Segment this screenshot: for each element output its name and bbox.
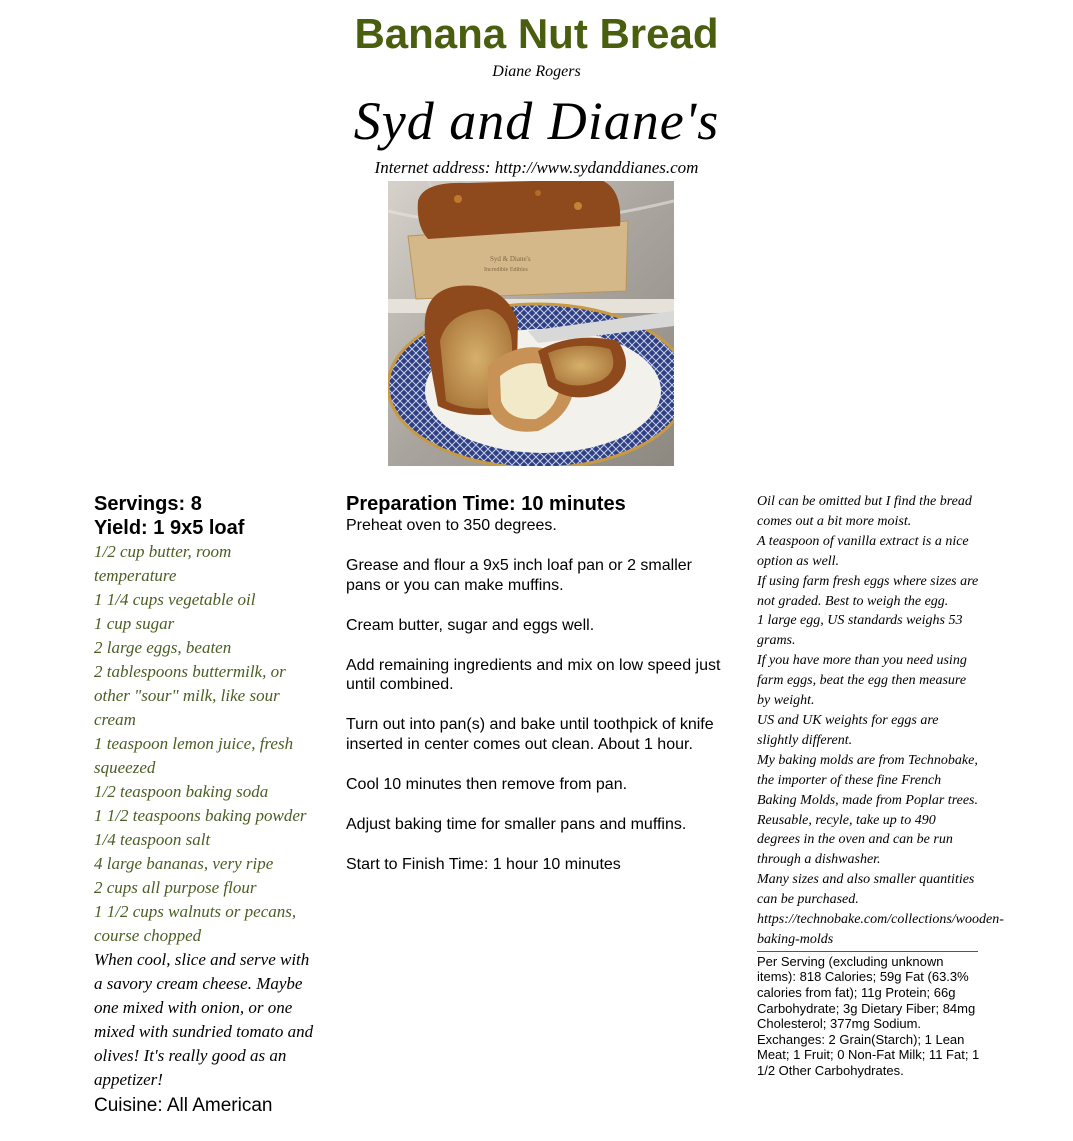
instruction-step: Adjust baking time for smaller pans and muffins. (346, 815, 687, 833)
ingredient-item: 1 1/4 cups vegetable oil (94, 590, 256, 609)
note-item: If using farm fresh eggs where sizes are not graded. Best to weigh the egg. (757, 573, 979, 609)
ingredient-item: 1 teaspoon lemon juice, fresh squeezed (94, 734, 294, 777)
note-item: A teaspoon of vanilla extract is a nice option as well. (757, 533, 969, 569)
instruction-step: Grease and flour a 9x5 inch loaf pan or 2 smaller pans or you can make muffins. (346, 557, 692, 594)
ingredient-list (94, 540, 316, 948)
recipe-author: Diane Rogers (492, 63, 581, 80)
ingredient-item: 1/2 cup butter, room temperature (94, 542, 232, 585)
note-item: 1 large egg, US standards weighs 53 grams. (757, 613, 963, 649)
servings: Servings: 8 (94, 493, 202, 515)
photo-illustration (388, 181, 674, 466)
ingredient-item: 1 cup sugar (94, 614, 175, 633)
note-item: If you have more than you need using farm eggs, beat the egg then measure by weight. (757, 653, 967, 709)
technobake-link[interactable]: https://technobake.com/collections/wooden-baking-molds (757, 912, 1004, 947)
site-logo-text: Syd and Diane's (353, 91, 720, 151)
cuisine: Cuisine: All American (94, 1095, 273, 1116)
yield: Yield: 1 9x5 loaf (94, 517, 245, 539)
notes-column (757, 492, 1004, 1079)
recipe-title: Banana Nut Bread (354, 10, 719, 57)
note-item: Oil can be omitted but I find the bread comes out a bit more moist. (757, 494, 972, 529)
instruction-step: Preheat oven to 350 degrees. (346, 517, 557, 534)
note-item: Many sizes and also smaller quantities can be purchased. (757, 872, 975, 908)
instructions-column (346, 492, 730, 895)
ingredient-item: 1 1/2 cups walnuts or pecans, course chopped (94, 902, 297, 945)
instruction-step: Cool 10 minutes then remove from pan. (346, 775, 628, 793)
ingredient-item: 1/2 teaspoon baking soda (94, 782, 269, 801)
start-to-finish-time: Start to Finish Time: 1 hour 10 minutes (346, 855, 621, 873)
left-column (94, 492, 316, 1118)
svg-text:Incredible Edibles: Incredible Edibles (484, 267, 528, 273)
nutrition-info: Per Serving (excluding unknown items): 818 Calories; 59g Fat (63.3% calories from fat); 11g Protein; 66g Carbohydrate; 3g Dietary Fiber; 84mg Cholesterol; 377mg Sodium. Exchanges: 2 Grain(Starch); 1 Lean Meat; 1 Fruit; 0 Non-Fat Milk; 11 Fat; 1 1/2 Other Carbohydrates. (757, 953, 980, 1078)
svg-text:Syd & Diane's: Syd & Diane's (490, 255, 531, 263)
instruction-step: Turn out into pan(s) and bake until toothpick of knife inserted in center comes out clean. About 1 hour. (346, 716, 714, 753)
serving-note: When cool, slice and serve with a savory cream cheese. Maybe one mixed with onion, or one mixed with sundried tomato and olives! It's really good as an appetizer! (94, 950, 314, 1089)
banana-bread-photo (388, 181, 674, 466)
note-item: My baking molds are from Technobake, the importer of these fine French Baking Molds, made from Poplar trees. Reusable, recyle, take up to 490 degrees in the oven and can be run through a dishwasher. (757, 752, 978, 868)
prep-time: Preparation Time: 10 minutes (346, 493, 626, 515)
divider (757, 951, 978, 952)
ingredient-item: 4 large bananas, very ripe (94, 854, 274, 873)
instruction-step: Cream butter, sugar and eggs well. (346, 616, 595, 634)
ingredient-item: 2 cups all purpose flour (94, 878, 257, 897)
note-item: US and UK weights for eggs are slightly different. (757, 712, 939, 748)
ingredient-item: 2 large eggs, beaten (94, 638, 232, 657)
ingredient-item: 1 1/2 teaspoons baking powder (94, 806, 307, 825)
ingredient-item: 2 tablespoons buttermilk, or other "sour" milk, like sour cream (94, 662, 286, 729)
internet-address: Internet address: http://www.sydanddianes.com (374, 158, 699, 177)
ingredient-item: 1/4 teaspoon salt (94, 830, 211, 849)
instruction-step: Add remaining ingredients and mix on low speed just until combined. (346, 656, 721, 693)
